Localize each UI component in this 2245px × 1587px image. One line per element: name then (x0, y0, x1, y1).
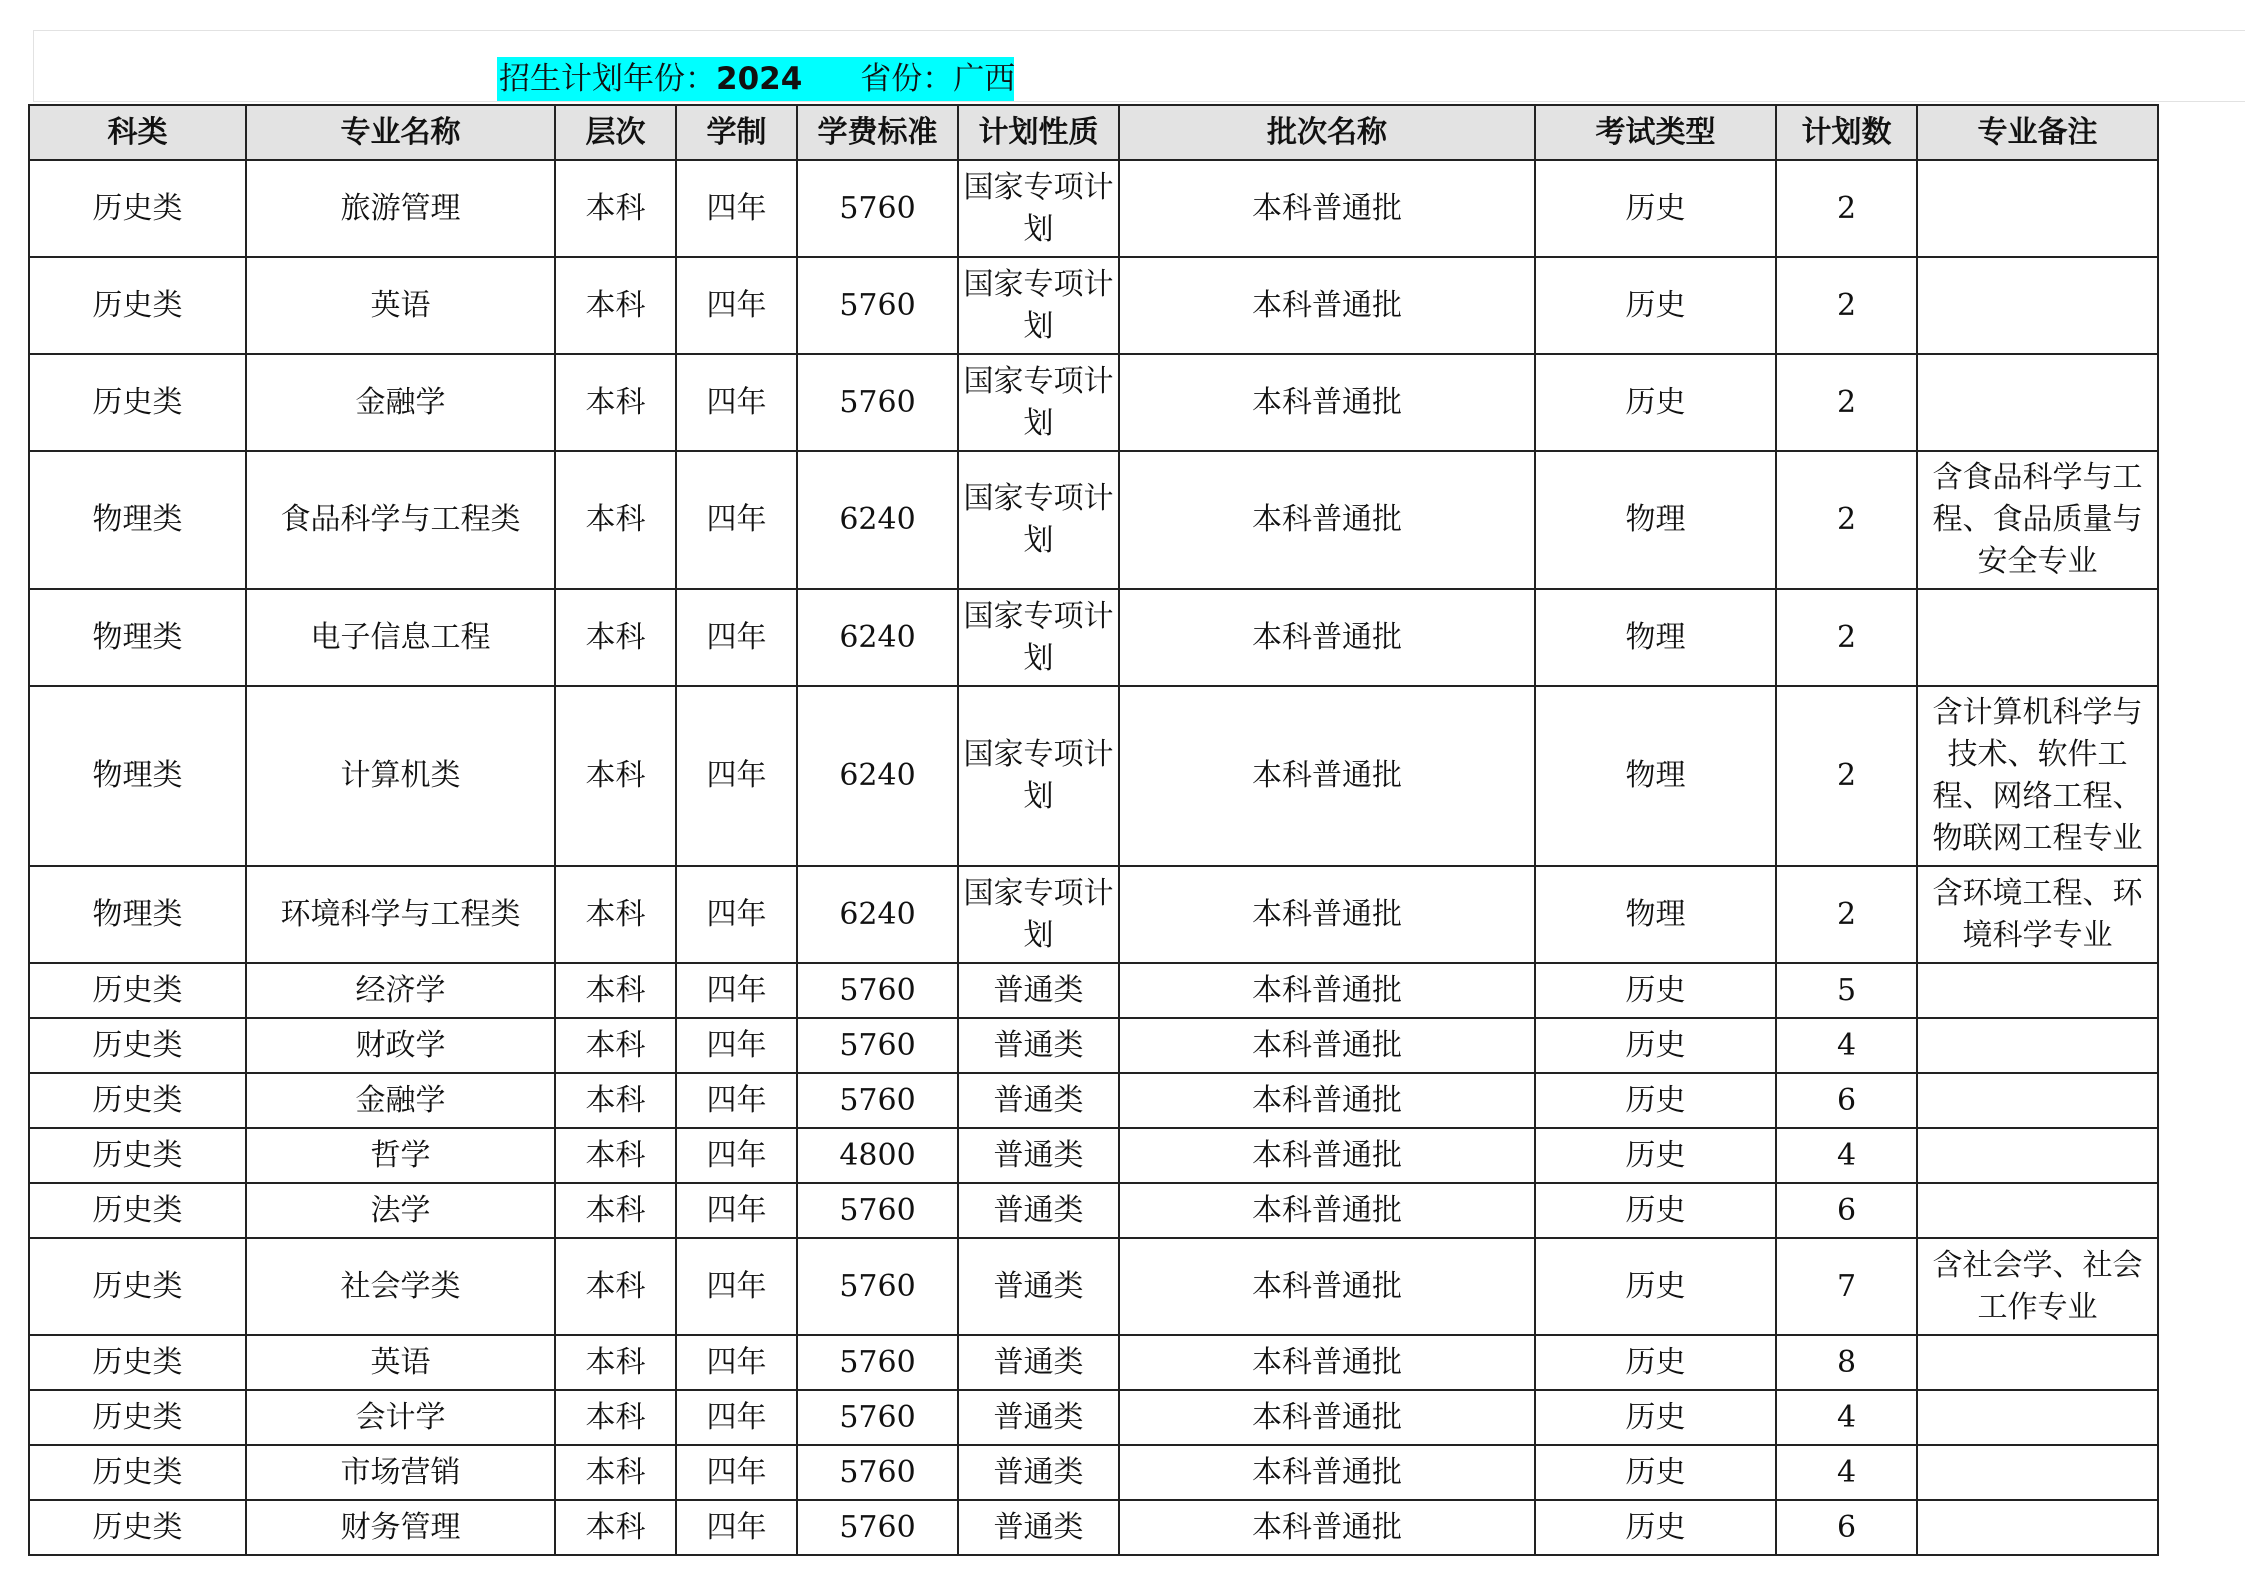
batch-cell: 本科普通批 (1119, 1390, 1535, 1445)
level-cell: 本科 (555, 963, 676, 1018)
tuition-cell: 5760 (797, 1018, 958, 1073)
level-cell: 本科 (555, 1018, 676, 1073)
category-cell: 物理类 (29, 866, 246, 963)
table-row (29, 686, 2158, 866)
major-cell: 旅游管理 (246, 160, 555, 257)
batch-cell: 本科普通批 (1119, 1445, 1535, 1500)
category-cell: 历史类 (29, 963, 246, 1018)
category-cell: 历史类 (29, 1335, 246, 1390)
batch-cell: 本科普通批 (1119, 686, 1535, 866)
table-row (29, 1128, 2158, 1183)
remarks-cell (1917, 1335, 2158, 1390)
year-value: 2024 (716, 61, 803, 97)
duration-cell: 四年 (676, 1128, 797, 1183)
enrollment-plan-table (28, 104, 2159, 1556)
plan-count-cell: 4 (1776, 1445, 1917, 1500)
remarks-cell: 含计算机科学与技术、软件工程、网络工程、物联网工程专业 (1917, 686, 2158, 866)
level-cell: 本科 (555, 1335, 676, 1390)
header-duration: 学制 (676, 105, 797, 160)
batch-cell: 本科普通批 (1119, 589, 1535, 686)
plan-type-cell: 普通类 (958, 1073, 1119, 1128)
header-batch: 批次名称 (1119, 105, 1535, 160)
plan-type-cell: 国家专项计划 (958, 354, 1119, 451)
exam-type-cell: 历史 (1535, 1445, 1776, 1500)
duration-cell: 四年 (676, 1500, 797, 1555)
plan-type-cell: 普通类 (958, 1390, 1119, 1445)
batch-cell: 本科普通批 (1119, 1335, 1535, 1390)
level-cell: 本科 (555, 354, 676, 451)
table-row (29, 1018, 2158, 1073)
duration-cell: 四年 (676, 257, 797, 354)
major-cell: 环境科学与工程类 (246, 866, 555, 963)
tuition-cell: 6240 (797, 589, 958, 686)
category-cell: 历史类 (29, 1445, 246, 1500)
plan-count-cell: 2 (1776, 160, 1917, 257)
plan-count-cell: 2 (1776, 257, 1917, 354)
plan-count-cell: 6 (1776, 1183, 1917, 1238)
category-cell: 历史类 (29, 1073, 246, 1128)
header-major: 专业名称 (246, 105, 555, 160)
table-row (29, 1390, 2158, 1445)
exam-type-cell: 物理 (1535, 451, 1776, 589)
exam-type-cell: 历史 (1535, 1390, 1776, 1445)
duration-cell: 四年 (676, 160, 797, 257)
tuition-cell: 5760 (797, 963, 958, 1018)
plan-type-cell: 普通类 (958, 1500, 1119, 1555)
level-cell: 本科 (555, 866, 676, 963)
batch-cell: 本科普通批 (1119, 1128, 1535, 1183)
exam-type-cell: 物理 (1535, 589, 1776, 686)
batch-cell: 本科普通批 (1119, 1073, 1535, 1128)
major-cell: 市场营销 (246, 1445, 555, 1500)
exam-type-cell: 历史 (1535, 1500, 1776, 1555)
batch-cell: 本科普通批 (1119, 1183, 1535, 1238)
level-cell: 本科 (555, 589, 676, 686)
batch-cell: 本科普通批 (1119, 1018, 1535, 1073)
batch-cell: 本科普通批 (1119, 1238, 1535, 1335)
exam-type-cell: 历史 (1535, 1018, 1776, 1073)
duration-cell: 四年 (676, 354, 797, 451)
plan-type-cell: 国家专项计划 (958, 257, 1119, 354)
tuition-cell: 5760 (797, 1390, 958, 1445)
plan-count-cell: 2 (1776, 589, 1917, 686)
major-cell: 金融学 (246, 1073, 555, 1128)
major-cell: 法学 (246, 1183, 555, 1238)
duration-cell: 四年 (676, 451, 797, 589)
duration-cell: 四年 (676, 686, 797, 866)
table-row (29, 1500, 2158, 1555)
major-cell: 金融学 (246, 354, 555, 451)
batch-cell: 本科普通批 (1119, 160, 1535, 257)
plan-count-cell: 4 (1776, 1128, 1917, 1183)
duration-cell: 四年 (676, 866, 797, 963)
level-cell: 本科 (555, 160, 676, 257)
category-cell: 历史类 (29, 354, 246, 451)
remarks-cell (1917, 257, 2158, 354)
plan-type-cell: 国家专项计划 (958, 686, 1119, 866)
major-cell: 社会学类 (246, 1238, 555, 1335)
sheet-frame (33, 30, 2245, 102)
plan-type-cell: 普通类 (958, 1335, 1119, 1390)
tuition-cell: 5760 (797, 1335, 958, 1390)
table-row (29, 160, 2158, 257)
plan-count-cell: 2 (1776, 354, 1917, 451)
major-cell: 哲学 (246, 1128, 555, 1183)
batch-cell: 本科普通批 (1119, 963, 1535, 1018)
plan-type-cell: 普通类 (958, 1445, 1119, 1500)
remarks-cell (1917, 589, 2158, 686)
level-cell: 本科 (555, 1390, 676, 1445)
table-row (29, 1073, 2158, 1128)
plan-count-cell: 8 (1776, 1335, 1917, 1390)
category-cell: 物理类 (29, 451, 246, 589)
tuition-cell: 6240 (797, 451, 958, 589)
level-cell: 本科 (555, 1445, 676, 1500)
category-cell: 历史类 (29, 1500, 246, 1555)
batch-cell: 本科普通批 (1119, 354, 1535, 451)
category-cell: 物理类 (29, 686, 246, 866)
header-remarks: 专业备注 (1917, 105, 2158, 160)
table-row (29, 354, 2158, 451)
remarks-cell: 含食品科学与工程、食品质量与安全专业 (1917, 451, 2158, 589)
plan-type-cell: 国家专项计划 (958, 160, 1119, 257)
duration-cell: 四年 (676, 589, 797, 686)
table-row (29, 589, 2158, 686)
tuition-cell: 5760 (797, 1500, 958, 1555)
table-row (29, 866, 2158, 963)
plan-count-cell: 6 (1776, 1073, 1917, 1128)
remarks-cell (1917, 1390, 2158, 1445)
major-cell: 食品科学与工程类 (246, 451, 555, 589)
plan-type-cell: 国家专项计划 (958, 866, 1119, 963)
duration-cell: 四年 (676, 1390, 797, 1445)
major-cell: 经济学 (246, 963, 555, 1018)
plan-count-cell: 2 (1776, 451, 1917, 589)
table-row (29, 451, 2158, 589)
header-tuition: 学费标准 (797, 105, 958, 160)
year-label: 招生计划年份： (499, 61, 716, 97)
level-cell: 本科 (555, 1238, 676, 1335)
remarks-cell (1917, 963, 2158, 1018)
exam-type-cell: 物理 (1535, 686, 1776, 866)
plan-type-cell: 国家专项计划 (958, 589, 1119, 686)
category-cell: 物理类 (29, 589, 246, 686)
remarks-cell (1917, 354, 2158, 451)
tuition-cell: 5760 (797, 1073, 958, 1128)
duration-cell: 四年 (676, 1445, 797, 1500)
plan-count-cell: 4 (1776, 1390, 1917, 1445)
header-row (29, 105, 2158, 160)
header-plan-type: 计划性质 (958, 105, 1119, 160)
plan-type-cell: 普通类 (958, 963, 1119, 1018)
remarks-cell (1917, 1018, 2158, 1073)
category-cell: 历史类 (29, 257, 246, 354)
table-row (29, 1238, 2158, 1335)
level-cell: 本科 (555, 1183, 676, 1238)
plan-count-cell: 4 (1776, 1018, 1917, 1073)
plan-count-cell: 2 (1776, 686, 1917, 866)
major-cell: 英语 (246, 257, 555, 354)
level-cell: 本科 (555, 257, 676, 354)
header-level: 层次 (555, 105, 676, 160)
plan-type-cell: 普通类 (958, 1238, 1119, 1335)
province-label: 省份： (860, 61, 954, 97)
major-cell: 财政学 (246, 1018, 555, 1073)
major-cell: 财务管理 (246, 1500, 555, 1555)
table-row (29, 1183, 2158, 1238)
exam-type-cell: 物理 (1535, 866, 1776, 963)
plan-type-cell: 国家专项计划 (958, 451, 1119, 589)
remarks-cell: 含环境工程、环境科学专业 (1917, 866, 2158, 963)
remarks-cell (1917, 1500, 2158, 1555)
duration-cell: 四年 (676, 963, 797, 1018)
duration-cell: 四年 (676, 1238, 797, 1335)
category-cell: 历史类 (29, 1128, 246, 1183)
province-value: 广西 (953, 61, 1016, 97)
major-cell: 会计学 (246, 1390, 555, 1445)
plan-title (497, 57, 1014, 101)
table-row (29, 963, 2158, 1018)
batch-cell: 本科普通批 (1119, 257, 1535, 354)
tuition-cell: 6240 (797, 686, 958, 866)
exam-type-cell: 历史 (1535, 257, 1776, 354)
remarks-cell (1917, 160, 2158, 257)
exam-type-cell: 历史 (1535, 1183, 1776, 1238)
batch-cell: 本科普通批 (1119, 866, 1535, 963)
exam-type-cell: 历史 (1535, 160, 1776, 257)
major-cell: 电子信息工程 (246, 589, 555, 686)
exam-type-cell: 历史 (1535, 963, 1776, 1018)
category-cell: 历史类 (29, 1018, 246, 1073)
category-cell: 历史类 (29, 1183, 246, 1238)
exam-type-cell: 历史 (1535, 1238, 1776, 1335)
plan-type-cell: 普通类 (958, 1018, 1119, 1073)
category-cell: 历史类 (29, 160, 246, 257)
tuition-cell: 5760 (797, 160, 958, 257)
duration-cell: 四年 (676, 1335, 797, 1390)
tuition-cell: 6240 (797, 866, 958, 963)
duration-cell: 四年 (676, 1073, 797, 1128)
plan-type-cell: 普通类 (958, 1128, 1119, 1183)
batch-cell: 本科普通批 (1119, 1500, 1535, 1555)
remarks-cell (1917, 1183, 2158, 1238)
tuition-cell: 5760 (797, 1183, 958, 1238)
header-exam-type: 考试类型 (1535, 105, 1776, 160)
header-plan-count: 计划数 (1776, 105, 1917, 160)
table-row (29, 1445, 2158, 1500)
remarks-cell (1917, 1073, 2158, 1128)
level-cell: 本科 (555, 1128, 676, 1183)
remarks-cell: 含社会学、社会工作专业 (1917, 1238, 2158, 1335)
level-cell: 本科 (555, 1073, 676, 1128)
table-row (29, 1335, 2158, 1390)
plan-type-cell: 普通类 (958, 1183, 1119, 1238)
plan-count-cell: 2 (1776, 866, 1917, 963)
exam-type-cell: 历史 (1535, 1335, 1776, 1390)
duration-cell: 四年 (676, 1018, 797, 1073)
duration-cell: 四年 (676, 1183, 797, 1238)
batch-cell: 本科普通批 (1119, 451, 1535, 589)
remarks-cell (1917, 1128, 2158, 1183)
tuition-cell: 4800 (797, 1128, 958, 1183)
remarks-cell (1917, 1445, 2158, 1500)
major-cell: 英语 (246, 1335, 555, 1390)
level-cell: 本科 (555, 1500, 676, 1555)
plan-count-cell: 7 (1776, 1238, 1917, 1335)
major-cell: 计算机类 (246, 686, 555, 866)
header-category: 科类 (29, 105, 246, 160)
table-row (29, 257, 2158, 354)
level-cell: 本科 (555, 451, 676, 589)
level-cell: 本科 (555, 686, 676, 866)
exam-type-cell: 历史 (1535, 1128, 1776, 1183)
tuition-cell: 5760 (797, 257, 958, 354)
tuition-cell: 5760 (797, 354, 958, 451)
plan-count-cell: 6 (1776, 1500, 1917, 1555)
exam-type-cell: 历史 (1535, 354, 1776, 451)
plan-count-cell: 5 (1776, 963, 1917, 1018)
category-cell: 历史类 (29, 1390, 246, 1445)
tuition-cell: 5760 (797, 1238, 958, 1335)
category-cell: 历史类 (29, 1238, 246, 1335)
exam-type-cell: 历史 (1535, 1073, 1776, 1128)
tuition-cell: 5760 (797, 1445, 958, 1500)
